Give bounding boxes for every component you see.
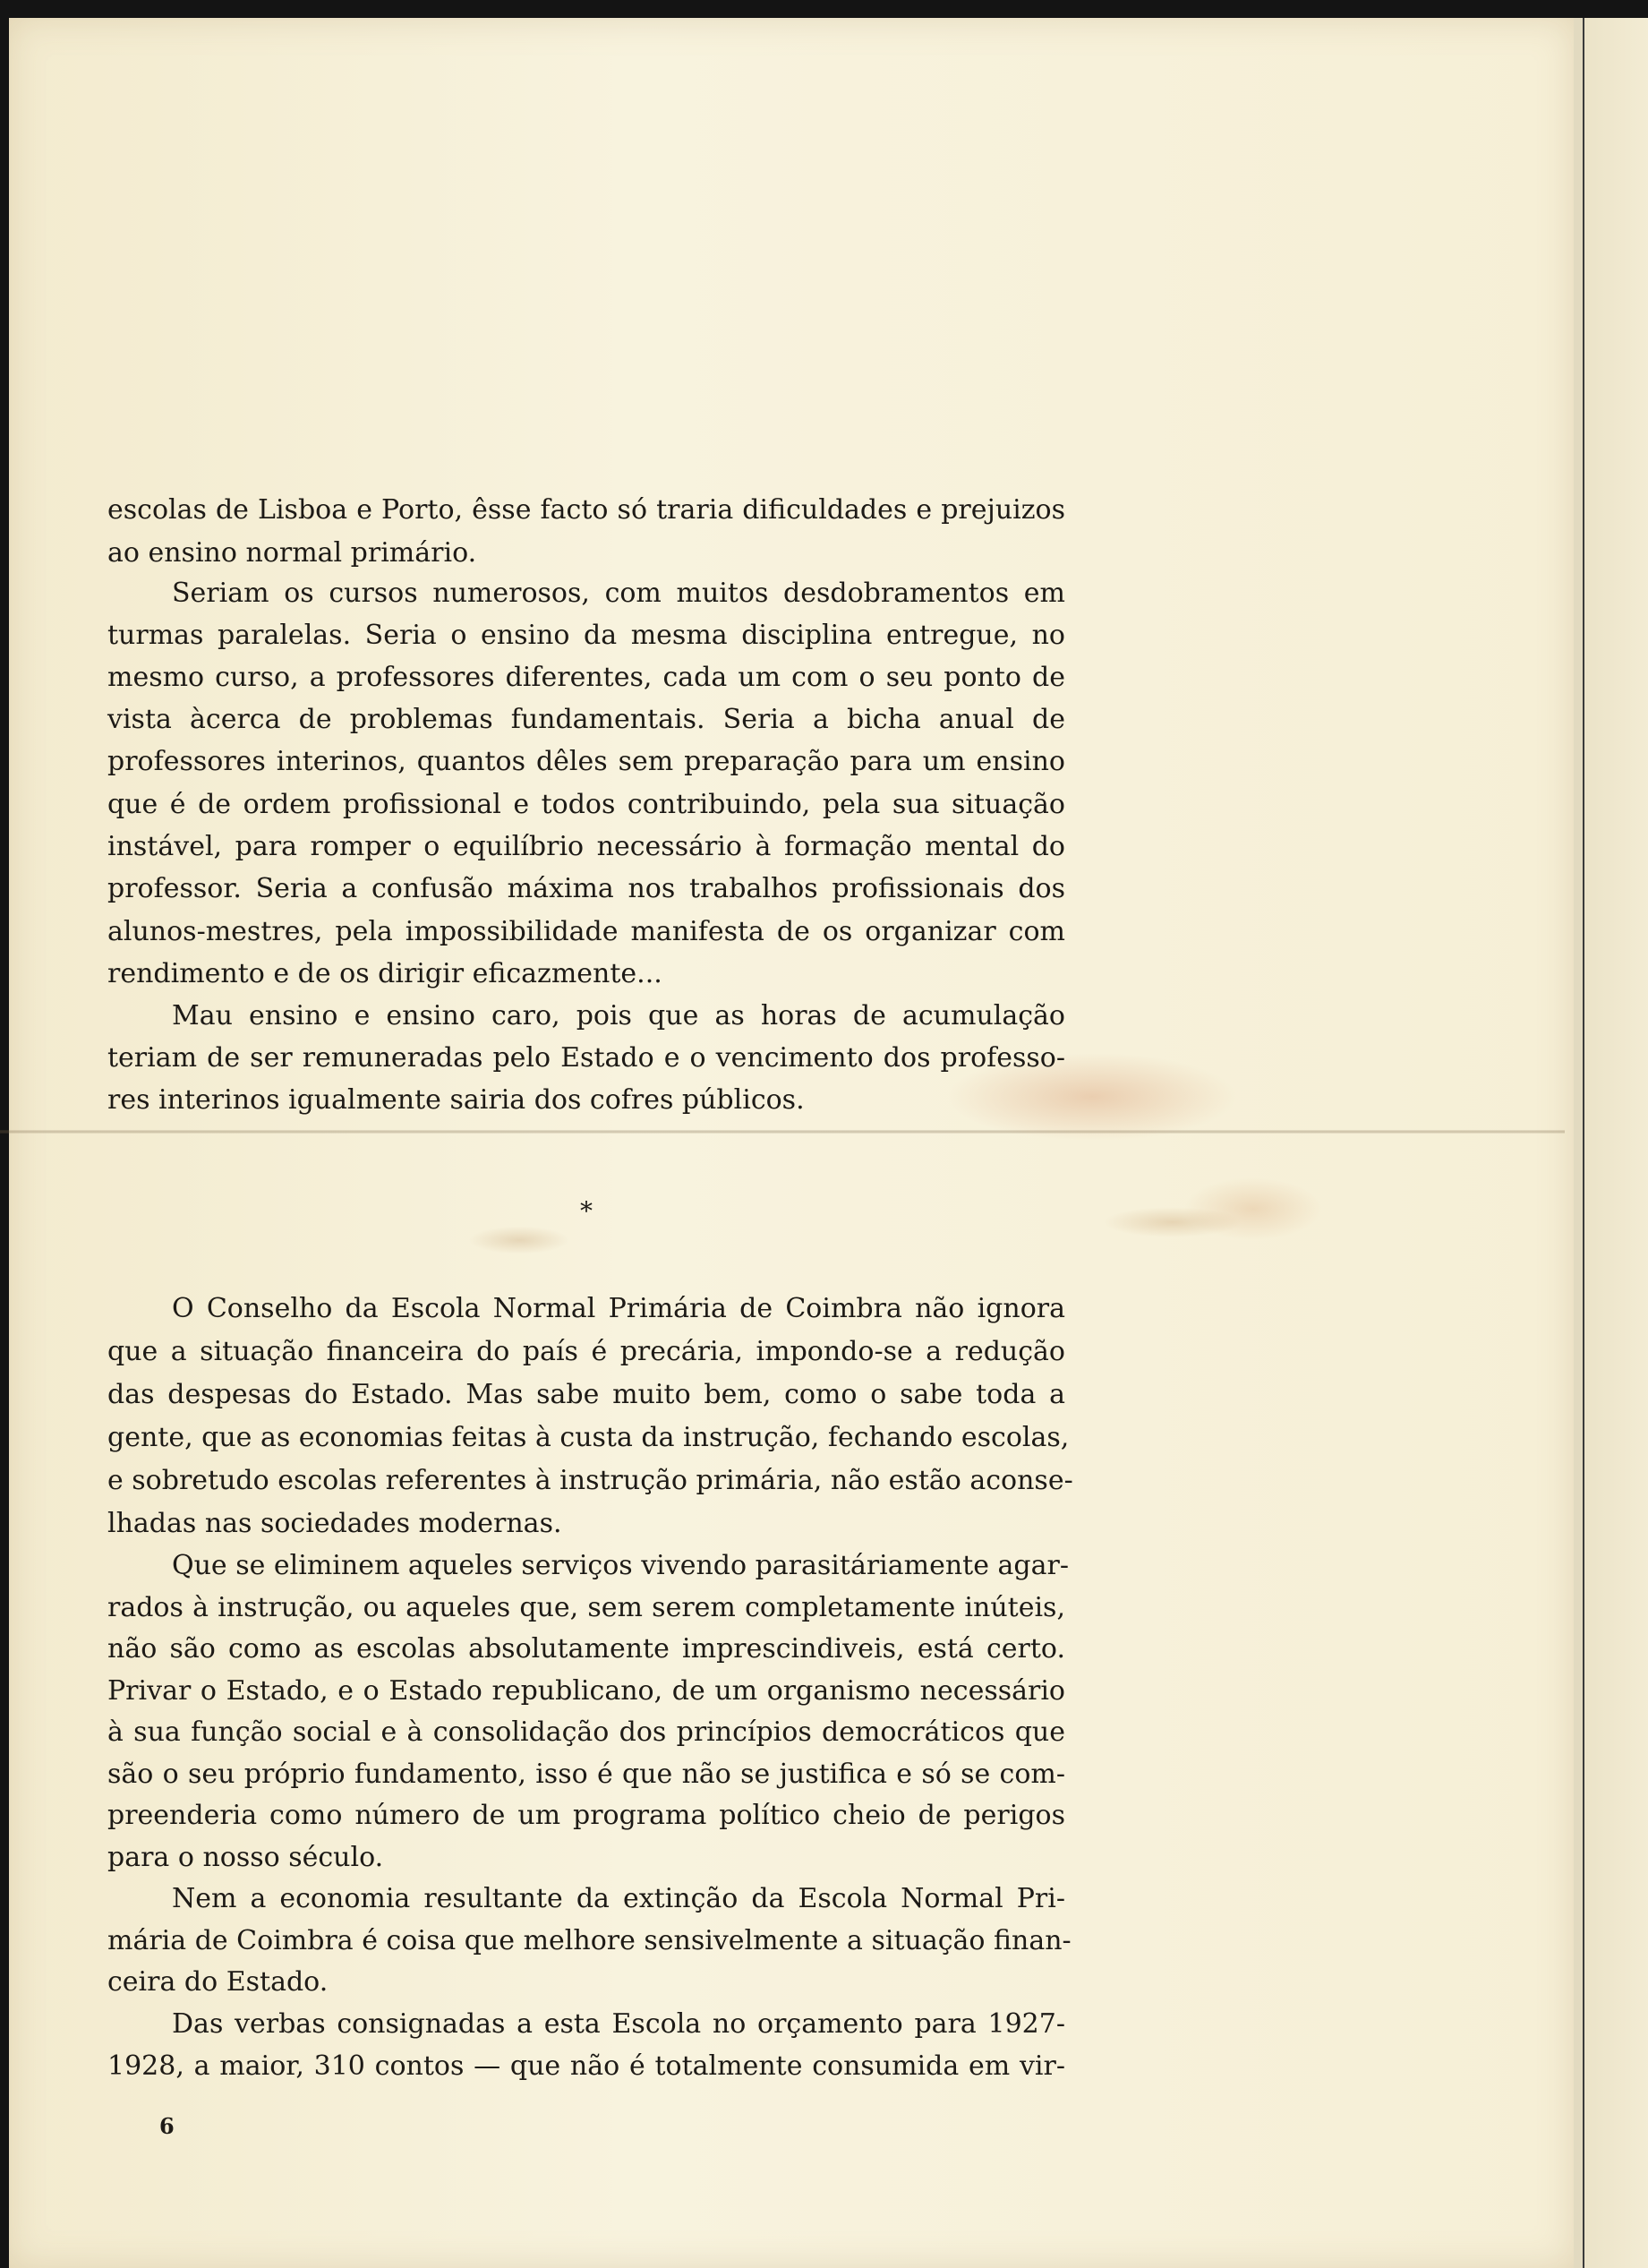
- text-line: preenderia como número de um programa político cheio de perigos: [107, 1800, 1065, 1831]
- text-line: ceira do Estado.: [107, 1966, 329, 1998]
- text-line: mesmo curso, a professores diferentes, cada um com o seu ponto de: [107, 662, 1065, 693]
- text-line: alunos-mestres, pela impossibilidade manifesta de os organizar com: [107, 916, 1065, 947]
- text-line: escolas de Lisboa e Porto, êsse facto só traria dificuldades e prejuizos: [107, 494, 1065, 526]
- text-line: teriam de ser remuneradas pelo Estado e o vencimento dos professo-: [107, 1042, 1065, 1074]
- text-line: que a situação financeira do país é precária, impondo-se a redução: [107, 1336, 1065, 1367]
- text-line: vista àcerca de problemas fundamentais. Seria a bicha anual de: [107, 704, 1065, 735]
- text-line: 1928, a maior, 310 contos — que não é totalmente consumida em vir-: [107, 2050, 1065, 2082]
- text-line: Privar o Estado, e o Estado republicano, de um organismo necessário: [107, 1675, 1065, 1707]
- text-line: Seriam os cursos numerosos, com muitos desdobramentos em: [172, 578, 1065, 609]
- text-line: lhadas nas sociedades modernas.: [107, 1508, 562, 1539]
- text-line: instável, para romper o equilíbrio necessário à formação mental do: [107, 831, 1065, 862]
- text-line: à sua função social e à consolidação dos princípios democráticos que: [107, 1716, 1065, 1748]
- text-line: não são como as escolas absolutamente imprescindiveis, está certo.: [107, 1633, 1065, 1665]
- text-line: O Conselho da Escola Normal Primária de Coimbra não ignora: [172, 1293, 1065, 1324]
- text-line: ao ensino normal primário.: [107, 537, 477, 569]
- text-line: professores interinos, quantos dêles sem preparação para um ensino: [107, 746, 1065, 777]
- text-line: rados à instrução, ou aqueles que, sem serem completamente inúteis,: [107, 1592, 1065, 1623]
- adjacent-page-edge: [1583, 18, 1648, 2268]
- page-number: 6: [159, 2113, 175, 2139]
- text-line: turmas paralelas. Seria o ensino da mesma disciplina entregue, no: [107, 620, 1065, 651]
- page-gutter: [1574, 18, 1583, 2268]
- text-line: e sobretudo escolas referentes à instrução primária, não estão aconse-: [107, 1465, 1073, 1496]
- text-line: gente, que as economias feitas à custa da instrução, fechando escolas,: [107, 1422, 1070, 1453]
- section-separator: *: [580, 1196, 593, 1226]
- text-line: Que se eliminem aqueles serviços vivendo parasitáriamente agar-: [172, 1550, 1069, 1581]
- text-line: Nem a economia resultante da extinção da Escola Normal Pri-: [172, 1883, 1065, 1914]
- text-line: Mau ensino e ensino caro, pois que as horas de acumulação: [172, 1000, 1065, 1031]
- text-line: rendimento e de os dirigir eficazmente...: [107, 958, 662, 989]
- text-line: para o nosso século.: [107, 1842, 384, 1873]
- text-line: professor. Seria a confusão máxima nos trabalhos profissionais dos: [107, 873, 1065, 904]
- text-line: são o seu próprio fundamento, isso é que não se justifica e só se com-: [107, 1759, 1065, 1790]
- paper-fold-crease: [0, 1130, 1565, 1134]
- text-line: das despesas do Estado. Mas sabe muito bem, como o sabe toda a: [107, 1379, 1065, 1410]
- text-line: mária de Coimbra é coisa que melhore sensivelmente a situação finan-: [107, 1925, 1072, 1956]
- text-line: que é de ordem profissional e todos contribuindo, pela sua situação: [107, 789, 1065, 820]
- text-line: res interinos igualmente sairia dos cofres públicos.: [107, 1084, 805, 1116]
- text-line: Das verbas consignadas a esta Escola no orçamento para 1927-: [172, 2008, 1065, 2040]
